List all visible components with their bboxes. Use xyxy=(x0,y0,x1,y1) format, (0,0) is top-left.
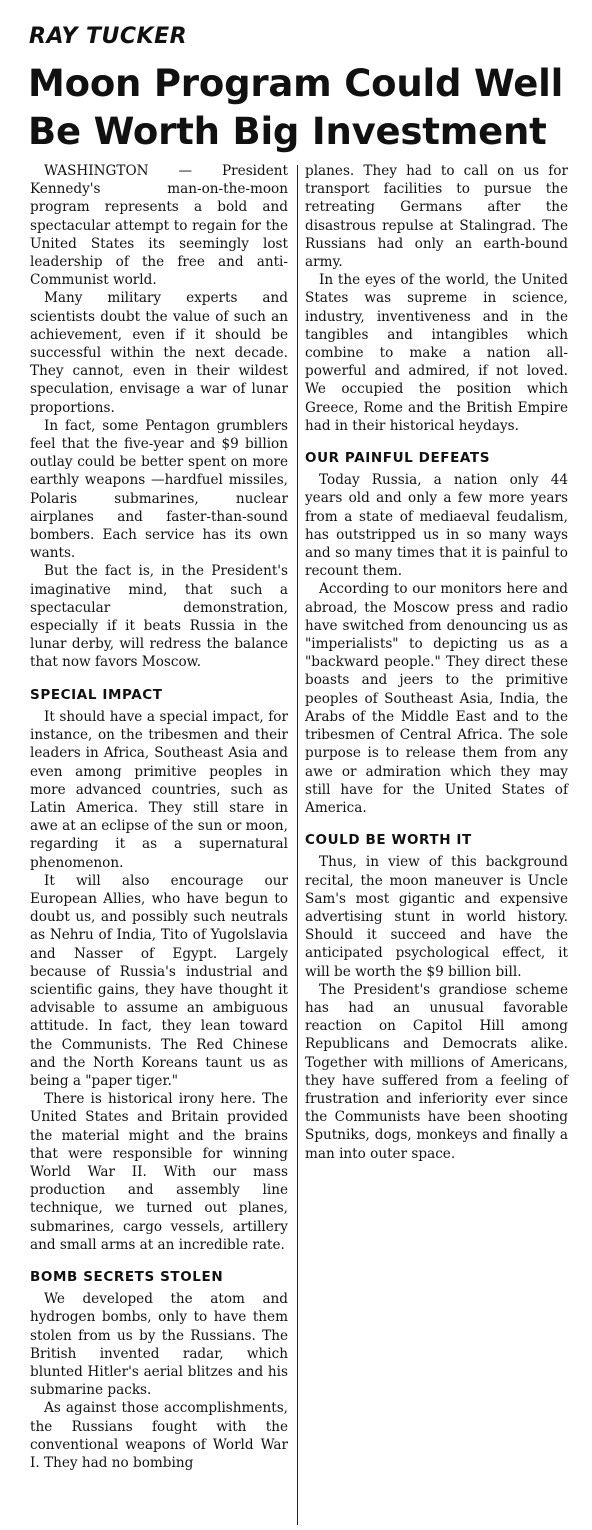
paragraph: Thus, in view of this background recital, the moon maneuver is Uncle Sam's most gigantic and expensive advertising stunt in world history. Should it succeed and have the anticipated psychological effect, it will be worth the $9 billion bill. xyxy=(305,854,568,980)
paragraph: We developed the atom and hydrogen bombs, only to have them stolen from us by the Russians. The British invented radar, which blunted Hitler's aerial blitzes and his submarine packs. xyxy=(30,1291,288,1399)
subhead-bomb-secrets-stolen: BOMB SECRETS STOLEN xyxy=(30,1268,224,1285)
column-divider xyxy=(297,165,298,1525)
subhead-could-be-worth-it: COULD BE WORTH IT xyxy=(305,832,472,849)
headline-line-2: Be Worth Big Investment xyxy=(28,110,547,153)
paragraph: There is historical irony here. The United States and Britain provided the material might and the brains that were responsible for winning World War II. With our mass production and assembly line technique, we turned out planes, submarines, cargo vessels, artillery and small arms at an incredible rate. xyxy=(30,1091,288,1253)
paragraph: It will also encourage our European Allies, who have begun to doubt us, and possibly such neutrals as Nehru of India, Tito of Yugolslavia and Nasser of Egypt. Largely because of Russia's industrial and scientific gains, they have thought it advisable to assume an ambiguous attitude. In fact, they lean toward the Communists. The Red Chinese and the North Koreans taunt us as being a "paper tiger." xyxy=(30,872,288,1089)
article-column-2 xyxy=(305,162,568,1163)
paragraph: Today Russia, a nation only 44 years old and only a few more years from a state of mediaeval feudalism, has outstripped us in so many ways and so many times that it is painful to recount them. xyxy=(305,472,568,580)
paragraph: WASHINGTON — President Kennedy's man-on-the-moon program represents a bold and spectacular attempt to regain for the United States its seemingly lost leadership of the free and anti-Communist world. xyxy=(30,163,288,289)
paragraph: In fact, some Pentagon grumblers feel that the five-year and $9 billion outlay could be better spent on more earthly weapons —hardfuel missiles, Polaris submarines, nuclear airplanes and faster-than-sound bombers. Each service has its own wants. xyxy=(30,417,288,562)
paragraph: The President's grandiose scheme has had an unusual favorable reaction on Capitol Hill among Republicans and Democrats alike. Together with millions of Americans, they have suffered from a feeling of frustration and inferiority ever since the Communists have been shooting Sputniks, dogs, monkeys and finally a man into outer space. xyxy=(305,981,568,1162)
headline-line-1: Moon Program Could Well xyxy=(28,62,564,105)
article-column-1 xyxy=(30,162,288,1472)
paragraph: According to our monitors here and abroad, the Moscow press and radio have switched from denouncing us as "imperialists" to depicting us as a "backward people." They direct these boasts and jeers to the primitive peoples of Southeast Asia, India, the Arabs of the Middle East and to the tribesmen of Central Africa. The sole purpose is to release them from any awe or admiration which they may still have for the United States of America. xyxy=(305,581,568,816)
paragraph: It should have a special impact, for instance, on the tribesmen and their leaders in Africa, Southeast Asia and even among primitive peoples in more advanced countries, such as Latin America. They still stare in awe at an eclipse of the sun or moon, regarding it as a supernatural phenomenon. xyxy=(30,708,288,871)
subhead-our-painful-defeats: OUR PAINFUL DEFEATS xyxy=(305,450,491,467)
byline: RAY TUCKER xyxy=(29,24,188,49)
paragraph: planes. They had to call on us for transport facilities to pursue the retreating Germans after the disastrous repulse at Stalingrad. The Russians had only an earth-bound army. xyxy=(305,163,568,271)
paragraph: Many military experts and scientists doubt the value of such an achievement, even if it should be successful within the next decade. They cannot, even in their wildest speculation, envisage a war of lunar proportions. xyxy=(30,290,288,416)
headline xyxy=(28,60,588,156)
paragraph: As against those accomplishments, the Russians fought with the conventional weapons of World War I. They had no bombing xyxy=(30,1400,288,1472)
paragraph: But the fact is, in the President's imaginative mind, that such a spectacular demonstration, especially if it beats Russia in the lunar derby, will redress the balance that now favors Moscow. xyxy=(30,563,288,671)
subhead-special-impact: SPECIAL IMPACT xyxy=(30,686,163,703)
paragraph: In the eyes of the world, the United States was supreme in science, industry, inventiveness and in the tangibles and intangibles which combine to make a nation all-powerful and admired, if not loved. We occupied the position which Greece, Rome and the British Empire had in their historical heydays. xyxy=(305,272,568,434)
